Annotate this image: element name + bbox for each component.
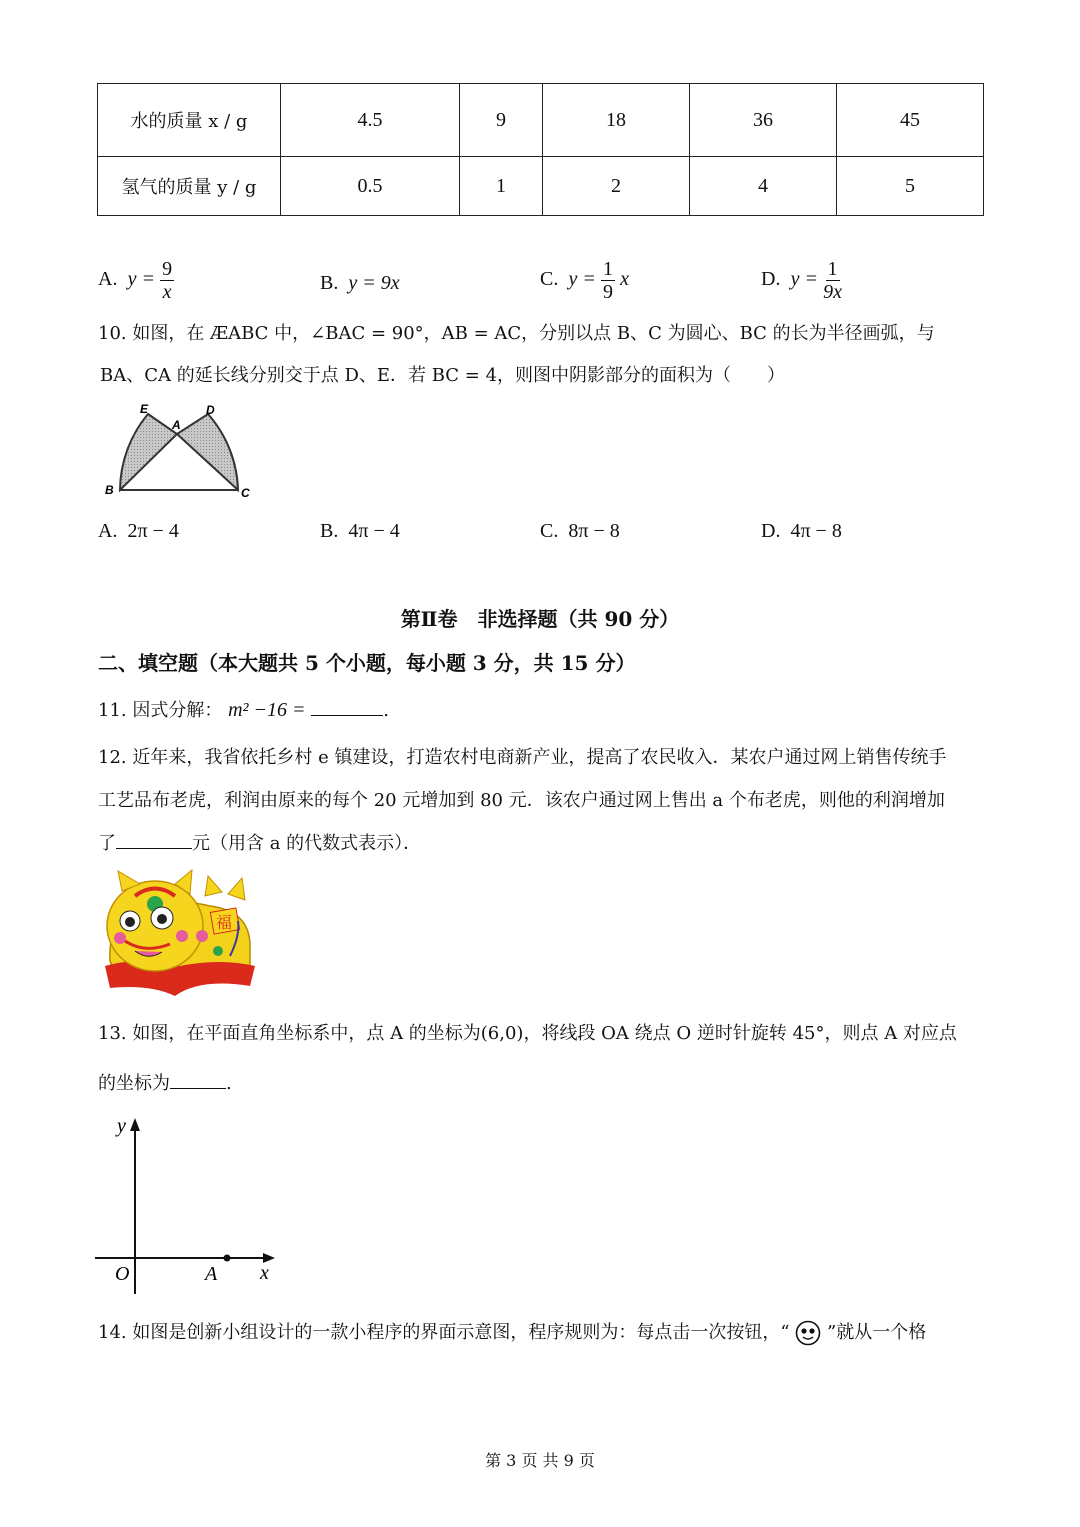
- answer-blank: [116, 848, 192, 849]
- q10-option-b: B. 4π − 4: [320, 520, 400, 542]
- q9-option-c: C. y = $\frac{1}{9}$ x: [540, 258, 629, 303]
- q12-line3: 了 元（用含 a 的代数式表示）．: [98, 833, 422, 854]
- q9-option-b: B. y = 9x: [320, 272, 400, 294]
- q10-figure: [100, 400, 260, 500]
- label-d: D: [206, 403, 215, 417]
- answer-blank: [311, 715, 383, 716]
- answer-blank: [170, 1088, 226, 1089]
- q9-option-d: D. y = $\frac{1}{9x}$: [761, 258, 842, 303]
- table-cell: 36: [690, 84, 837, 157]
- q13-line1: 13. 如图，在平面直角坐标系中，点 A 的坐标为(6,0)，将线段 OA 绕点 O 逆时针旋转 45°，则点 A 对应点: [98, 1023, 957, 1044]
- q12-line2: 工艺品布老虎，利润由原来的每个 20 元增加到 80 元．该农户通过网上售出 a 个布老虎，则他的利润增加: [98, 790, 945, 811]
- mass-table: [97, 83, 984, 216]
- shaded-region-left: [120, 414, 177, 490]
- q10-line2: BA、CA 的延长线分别交于点 D、E．若 BC = 4，则图中阴影部分的面积为（ ）: [100, 365, 786, 386]
- table-cell: 4: [690, 157, 837, 216]
- label-a: A: [172, 418, 181, 432]
- point-a: [224, 1255, 231, 1262]
- table-cell: 1: [459, 157, 542, 216]
- table-cell: 0.5: [281, 157, 460, 216]
- q10-option-a: A. 2π − 4: [98, 520, 179, 542]
- q10-option-c: C. 8π − 8: [540, 520, 620, 542]
- label-e: E: [140, 402, 149, 416]
- page-footer: 第 3 页 共 9 页: [485, 1451, 595, 1470]
- table-cell: 18: [543, 84, 690, 157]
- label-b: B: [105, 483, 114, 497]
- point-a-label: A: [205, 1263, 218, 1285]
- q14-line1: 14. 如图是创新小组设计的一款小程序的界面示意图，程序规则为：每点击一次按钮，“ ”就从一个格: [98, 1320, 926, 1346]
- tiger-toy-image: [100, 866, 260, 1001]
- smiley-face-icon: [795, 1320, 821, 1346]
- q13-line2: 的坐标为 .: [98, 1073, 232, 1094]
- table-cell: 45: [836, 84, 983, 157]
- table-cell: 9: [459, 84, 542, 157]
- q12-line1: 12. 近年来，我省依托乡村 e 镇建设，打造农村电商新产业，提高了农民收入．某农户通过网上销售传统手: [98, 747, 947, 768]
- origin-label: O: [115, 1263, 130, 1285]
- table-row: [98, 84, 984, 157]
- section-title: 第Ⅱ卷 非选择题（共 90 分）: [400, 607, 680, 631]
- table-header-hydrogen: 氢气的质量 y / g: [98, 157, 281, 216]
- table-cell: 2: [543, 157, 690, 216]
- q13-coordinate-figure: [95, 1112, 285, 1297]
- table-header-water: 水的质量 x / g: [98, 84, 281, 157]
- q9-option-a: A. y = $\frac{9}{x}$: [98, 258, 173, 303]
- q10-option-d: D. 4π − 8: [761, 520, 842, 542]
- x-axis-label: x: [260, 1262, 269, 1284]
- section-subtitle: 二、填空题（本大题共 5 个小题，每小题 3 分，共 15 分）: [98, 651, 636, 675]
- table-cell: 4.5: [281, 84, 460, 157]
- q11: 11. 因式分解： m² −16 = .: [98, 699, 389, 721]
- q10-line1: 10. 如图，在 ÆABC 中，∠BAC = 90°，AB = AC，分别以点 B、C 为圆心、BC 的长为半径画弧，与: [98, 323, 935, 344]
- label-c: C: [241, 486, 250, 500]
- y-axis-arrow-icon: [130, 1118, 140, 1131]
- table-row: [98, 157, 984, 216]
- table-cell: 5: [836, 157, 983, 216]
- tiger-fu-character: 福: [216, 913, 233, 932]
- shaded-region-right: [177, 414, 238, 490]
- y-axis-label: y: [117, 1115, 126, 1137]
